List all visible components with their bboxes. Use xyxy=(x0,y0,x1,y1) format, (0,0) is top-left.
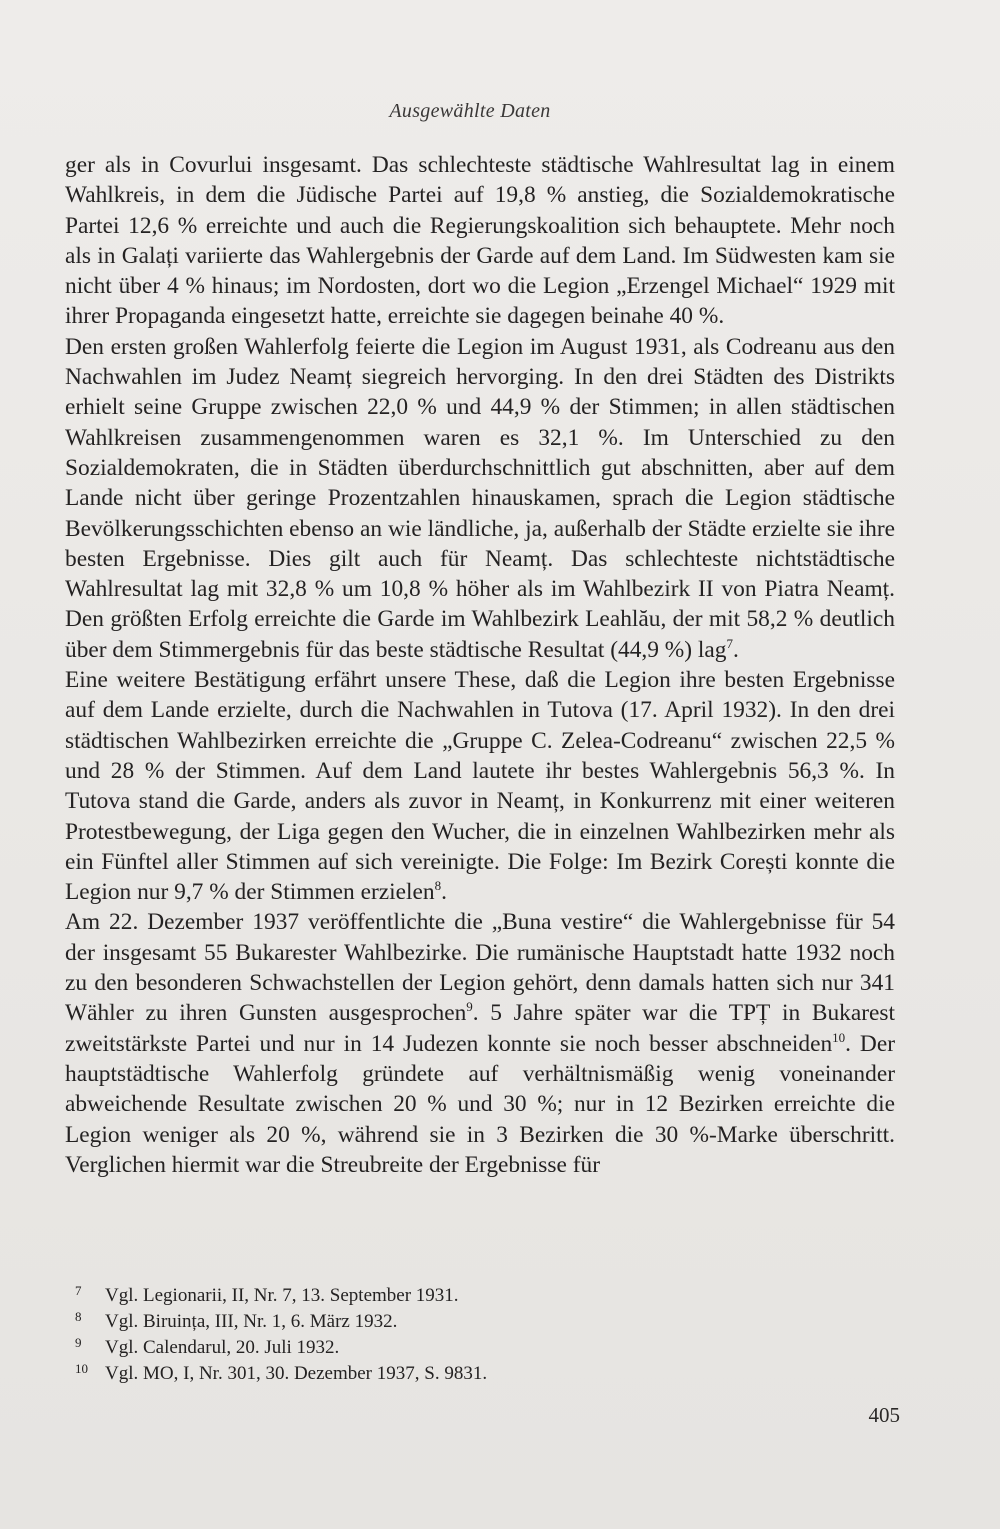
paragraph-text-end: . xyxy=(733,636,739,663)
paragraph-text: ger als in Covurlui insgesamt. Das schlechteste städtische Wahlresultat lag in einem Wahlkreis, in dem die Jüdische Partei auf 19,8 % anstieg, die Sozialdemokratische Partei 12,6 % erreichte und auch die Regierungskoalition sich behauptete. Mehr noch als in Galați variierte das Wahlergebnis der Garde auf dem Land. Im Südwesten kam sie nicht über 4 % hinaus; im Nordosten, dort wo die Legion „Erzengel Michael“ 1929 mit ihrer Propaganda eingesetzt hatte, erreichte sie dagegen beinahe 40 %. xyxy=(65,152,895,330)
paragraph-4 xyxy=(65,907,895,1180)
footnote-text: Vgl. Calendarul, 20. Juli 1932. xyxy=(105,1337,340,1358)
footnote-number: 9 xyxy=(75,1335,82,1350)
footnote-ref-10[interactable]: 10 xyxy=(832,1029,846,1045)
footnote-number: 7 xyxy=(75,1283,82,1298)
footnote-9 xyxy=(75,1335,895,1361)
paragraph-text-middle: . 5 Jahre später war die TPȚ in Bukarest zweitstärkste Partei und nur in 14 Judezen konnte sie noch besser abschneiden xyxy=(65,1000,895,1057)
footnote-ref-8[interactable]: 8 xyxy=(434,878,442,894)
footnote-ref-7[interactable]: 7 xyxy=(726,635,734,651)
page-number: 405 xyxy=(868,1403,900,1427)
paragraph-3 xyxy=(65,665,895,907)
paragraph-1 xyxy=(65,150,895,332)
body-text xyxy=(65,150,895,1180)
footnotes xyxy=(75,1283,895,1387)
footnote-text: Vgl. Legionarii, II, Nr. 7, 13. September 1931. xyxy=(105,1285,459,1306)
footnote-ref-9[interactable]: 9 xyxy=(466,999,473,1015)
paragraph-text-end: . Der hauptstädtische Wahlerfolg gründete auf verhältnismäßig wenig voneinander abweichende Resultate zwischen 20 % und 30 %; nur in 12 Bezirken erreichte die Legion weniger als 20 %, während sie in 3 Bezirken die 30 %-Marke überschritt. Verglichen hiermit war die Streubreite der Ergebnisse für xyxy=(65,1030,895,1178)
footnote-text: Vgl. Biruința, III, Nr. 1, 6. März 1932. xyxy=(105,1311,398,1332)
footnote-number: 8 xyxy=(75,1309,82,1324)
footnote-text: Vgl. MO, I, Nr. 301, 30. Dezember 1937, S. 9831. xyxy=(105,1363,488,1384)
paragraph-text: Eine weitere Bestätigung erfährt unsere These, daß die Legion ihre besten Ergebnisse auf dem Lande erzielte, durch die Nachwahlen in Tutova (17. April 1932). In den drei städtischen Wahlbezirken erreichte die „Gruppe C. Zelea-Codreanu“ zwischen 22,5 % und 28 % der Stimmen. Auf dem Land lautete ihr bestes Wahlergebnis 56,3 %. In Tutova stand die Garde, anders als zuvor in Neamț, in Konkurrenz mit einer weiteren Protestbewegung, der Liga gegen den Wucher, die in einzelnen Wahlbezirken mehr als ein Fünftel aller Stimmen auf sich vereinigte. Die Folge: Im Bezirk Corești konnte die Legion nur 9,7 % der Stimmen erzielen xyxy=(65,667,895,906)
paragraph-2 xyxy=(65,332,895,665)
paragraph-text: Den ersten großen Wahlerfolg feierte die Legion im August 1931, als Codreanu aus den Nachwahlen im Judez Neamț siegreich hervorging. In den drei Städten des Distrikts erhielt seine Gruppe zwischen 22,0 % und 44,9 % der Stimmen; in allen städtischen Wahlkreisen zusammengenommen waren es 32,1 %. Im Unterschied zu den Sozialdemokraten, die in Städten überdurchschnittlich gut abschnitten, aber auf dem Lande nicht über geringe Prozentzahlen hinauskamen, sprach die Legion städtische Bevölkerungsschichten ebenso an wie ländliche, ja, außerhalb der Städte erzielte sie ihre besten Ergebnisse. Dies gilt auch für Neamț. Das schlechteste nichtstädtische Wahlresultat lag mit 32,8 % um 10,8 % höher als im Wahlbezirk II von Piatra Neamț. Den größten Erfolg erreichte die Garde im Wahlbezirk Leahlău, der mit 58,2 % deutlich über dem Stimmergebnis für das beste städtische Resultat (44,9 %) lag xyxy=(65,333,895,663)
paragraph-text: Am 22. Dezember 1937 veröffentlichte die „Buna vestire“ die Wahlergebnisse für 54 der insgesamt 55 Bukarester Wahlbezirke. Die rumänische Hauptstadt hatte 1932 noch zu den besonderen Schwachstellen der Legion gehört, denn damals hatten sich nur 341 Wähler zu ihren Gunsten ausgesprochen xyxy=(65,909,895,1027)
footnote-10 xyxy=(75,1361,895,1387)
paragraph-text-end: . xyxy=(441,879,447,906)
running-head: Ausgewählte Daten xyxy=(389,100,551,122)
footnote-7 xyxy=(75,1283,895,1309)
footnote-8 xyxy=(75,1309,895,1335)
footnote-number: 10 xyxy=(75,1361,88,1376)
